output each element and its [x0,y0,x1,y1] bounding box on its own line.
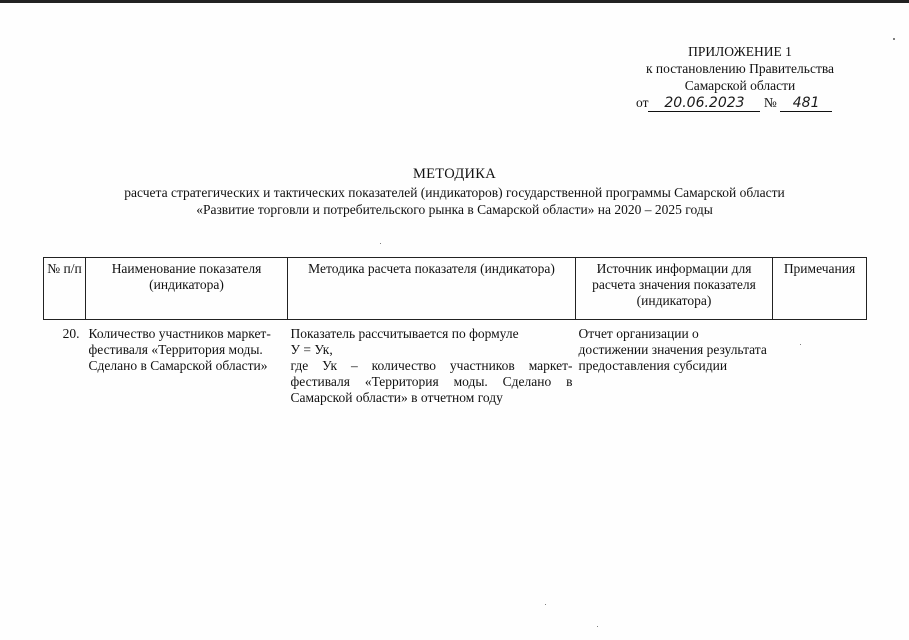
scan-speck [800,344,801,345]
appendix-block [600,43,880,112]
row-method [288,320,576,407]
appendix-region-line: Самарской области [684,78,796,93]
appendix-decree-line: к постановлению Правительства [645,61,835,76]
number-prefix: № [763,95,777,110]
method-formula: У = Ук, [290,342,333,357]
indicators-table [43,257,867,406]
document-heading: МЕТОДИКА [412,166,497,182]
table-header-row [44,258,867,320]
scan-speck [545,604,546,605]
document-title-block [40,166,869,219]
row-number: 20. [62,326,80,341]
table-row [44,320,867,407]
appendix-date-line [600,94,880,112]
scan-speck [380,243,381,244]
header-notes: Примечания [773,258,867,320]
header-name: Наименование показателя (индикатора) [86,258,288,320]
document-subtitle-line-1: расчета стратегических и тактических показателей (индикаторов) государственной программы Самарской области [124,184,785,200]
row-notes [773,320,867,407]
scan-speck [597,626,598,627]
handwritten-number: 481 [780,96,832,112]
row-source: Отчет организации о достижении значения результата предоставления субсидии [578,326,767,373]
handwritten-date: 20.06.2023 [648,96,760,112]
header-number: № п/п [44,258,86,320]
appendix-title: ПРИЛОЖЕНИЕ 1 [688,44,792,59]
top-border-line [0,0,909,3]
scan-speck [893,38,895,40]
method-intro: Показатель рассчитывается по формуле [290,326,519,341]
row-indicator-name: Количество участников маркет-фестиваля «Территория моды. Сделано в Самарской области» [88,326,271,373]
method-explanation: где Ук – количество участников маркет-фестиваля «Территория моды. Сделано в Самарской области» в отчетном году [290,358,573,405]
header-source: Источник информации для расчета значения показателя (индикатора) [576,258,773,320]
document-subtitle-line-2: «Развитие торговли и потребительского рынка в Самарской области» на 2020 – 2025 годы [196,202,713,217]
date-prefix: от [636,95,649,110]
header-method: Методика расчета показателя (индикатора) [288,258,576,320]
